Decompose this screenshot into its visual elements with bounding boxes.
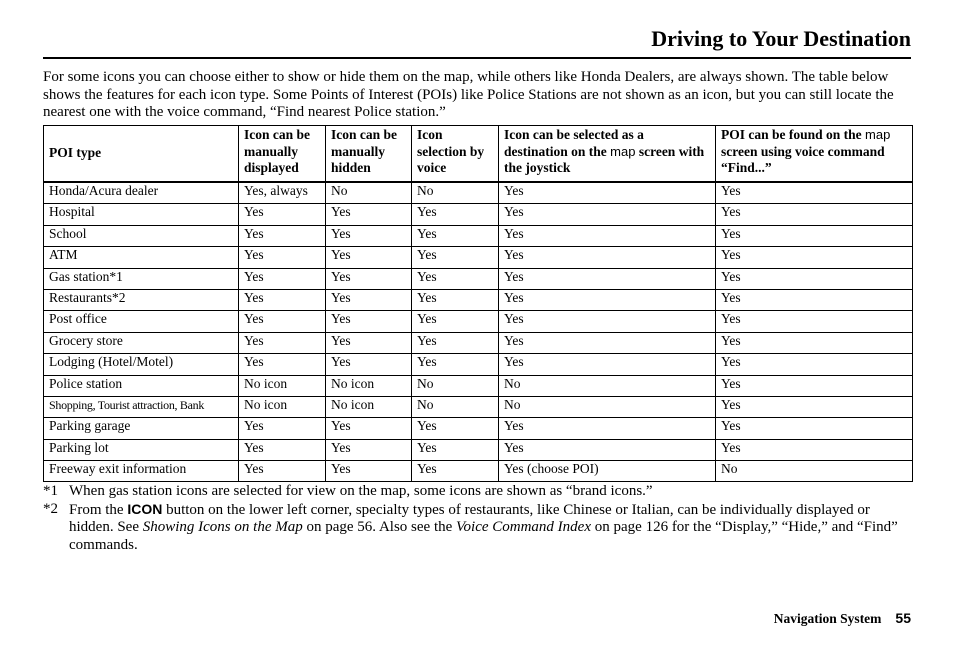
table-row <box>44 247 913 268</box>
cell-find-by-voice: Yes <box>716 204 913 225</box>
footnote-1 <box>43 483 913 501</box>
cell-manually-displayed: Yes <box>239 354 326 375</box>
table-row <box>44 332 913 353</box>
cell-poi-type: Parking garage <box>44 418 239 439</box>
cell-manually-hidden: Yes <box>326 439 412 460</box>
cell-selection-by-voice: Yes <box>412 439 499 460</box>
cell-find-by-voice: Yes <box>716 225 913 246</box>
table-body <box>44 182 913 482</box>
cell-selection-by-voice: Yes <box>412 247 499 268</box>
reference-showing-icons: Showing Icons on the Map <box>142 519 303 535</box>
cell-selection-by-voice: No <box>412 375 499 396</box>
cell-manually-hidden: No <box>326 182 412 204</box>
table-row <box>44 182 913 204</box>
cell-manually-displayed: Yes <box>239 311 326 332</box>
footnote-2-text <box>69 501 913 555</box>
footnote-2-part-d: on page 126 for the “Display,” “Hide,” and “Find” commands. <box>69 519 898 553</box>
cell-find-by-voice: Yes <box>716 332 913 353</box>
cell-selection-by-voice: Yes <box>412 268 499 289</box>
cell-joystick-destination: Yes <box>499 225 716 246</box>
cell-manually-hidden: Yes <box>326 461 412 482</box>
cell-poi-type: ATM <box>44 247 239 268</box>
footnote-2-part-a: From the <box>69 501 128 518</box>
cell-find-by-voice: Yes <box>716 247 913 268</box>
table-row <box>44 396 913 417</box>
cell-joystick-destination: Yes <box>499 182 716 204</box>
cell-manually-hidden: Yes <box>326 311 412 332</box>
cell-manually-hidden: Yes <box>326 225 412 246</box>
cell-poi-type: Grocery store <box>44 332 239 353</box>
cell-joystick-destination: No <box>499 375 716 396</box>
footnote-2-part-b: button on the lower left corner, specialty types of restaurants, like Chinese or Italian, can be individually displayed or hidden. See <box>69 501 870 535</box>
cell-joystick-destination: Yes <box>499 204 716 225</box>
cell-manually-hidden: Yes <box>326 354 412 375</box>
cell-selection-by-voice: Yes <box>412 418 499 439</box>
footnote-2-part-c: on page 56. Also see the <box>302 519 457 535</box>
page-title: Driving to Your Destination <box>651 26 911 51</box>
cell-selection-by-voice: Yes <box>412 461 499 482</box>
cell-poi-type: Lodging (Hotel/Motel) <box>44 354 239 375</box>
table-row <box>44 204 913 225</box>
cell-manually-displayed: Yes <box>239 461 326 482</box>
cell-poi-type: Police station <box>44 375 239 396</box>
cell-find-by-voice: Yes <box>716 439 913 460</box>
cell-selection-by-voice: Yes <box>412 225 499 246</box>
cell-manually-hidden: No icon <box>326 396 412 417</box>
cell-find-by-voice: No <box>716 461 913 482</box>
cell-joystick-destination: Yes <box>499 439 716 460</box>
cell-selection-by-voice: Yes <box>412 311 499 332</box>
table-row <box>44 225 913 246</box>
cell-joystick-destination: Yes <box>499 418 716 439</box>
header-manually-displayed: Icon can be manually displayed <box>239 126 326 183</box>
cell-manually-displayed: No icon <box>239 396 326 417</box>
cell-joystick-destination: Yes <box>499 311 716 332</box>
cell-selection-by-voice: Yes <box>412 204 499 225</box>
cell-manually-hidden: Yes <box>326 268 412 289</box>
poi-features-table <box>43 125 913 482</box>
cell-selection-by-voice: Yes <box>412 354 499 375</box>
header-joystick-text-b: screen with the joystick <box>504 143 705 175</box>
cell-manually-displayed: Yes <box>239 247 326 268</box>
cell-poi-type: Gas station*1 <box>44 268 239 289</box>
table-row <box>44 375 913 396</box>
cell-joystick-destination: Yes <box>499 354 716 375</box>
cell-selection-by-voice: Yes <box>412 332 499 353</box>
icon-button-label: ICON <box>127 500 163 517</box>
cell-joystick-destination: No <box>499 396 716 417</box>
cell-find-by-voice: Yes <box>716 375 913 396</box>
cell-manually-displayed: Yes <box>239 268 326 289</box>
table-row <box>44 268 913 289</box>
cell-find-by-voice: Yes <box>716 396 913 417</box>
cell-manually-displayed: Yes <box>239 289 326 310</box>
cell-poi-type: Hospital <box>44 204 239 225</box>
table-row <box>44 289 913 310</box>
cell-manually-hidden: No icon <box>326 375 412 396</box>
header-joystick-map-word: map <box>610 143 636 159</box>
cell-manually-displayed: Yes <box>239 225 326 246</box>
header-find-by-voice <box>716 126 913 183</box>
cell-joystick-destination: Yes <box>499 332 716 353</box>
cell-manually-displayed: Yes, always <box>239 182 326 204</box>
footnote-2-marker: *2 <box>43 500 58 517</box>
cell-selection-by-voice: No <box>412 182 499 204</box>
footnote-1-marker: *1 <box>43 483 58 499</box>
page-number: 55 <box>895 610 911 626</box>
table-row <box>44 354 913 375</box>
cell-find-by-voice: Yes <box>716 289 913 310</box>
table-row <box>44 439 913 460</box>
cell-find-by-voice: Yes <box>716 182 913 204</box>
footnote-1-text: When gas station icons are selected for view on the map, some icons are shown as “brand icons.” <box>69 483 653 499</box>
cell-joystick-destination: Yes <box>499 247 716 268</box>
table-row <box>44 418 913 439</box>
intro-paragraph: For some icons you can choose either to show or hide them on the map, while others like Honda Dealers, are always shown. The table below shows the features for each icon type. Some Points of Interest (POIs) like Police Stations are not shown as an icon, but you can still locate the nearest one with the voice command, “Find nearest Police station.” <box>43 69 894 120</box>
table-row <box>44 461 913 482</box>
cell-manually-displayed: No icon <box>239 375 326 396</box>
cell-poi-type: Restaurants*2 <box>44 289 239 310</box>
cell-poi-type: Shopping, Tourist attraction, Bank <box>44 396 239 417</box>
cell-manually-displayed: Yes <box>239 439 326 460</box>
table-header-row <box>44 126 913 183</box>
cell-manually-displayed: Yes <box>239 418 326 439</box>
header-find-map-word: map <box>865 127 891 142</box>
header-selection-by-voice: Icon selection by voice <box>412 126 499 183</box>
cell-joystick-destination: Yes <box>499 268 716 289</box>
cell-manually-hidden: Yes <box>326 204 412 225</box>
cell-manually-displayed: Yes <box>239 332 326 353</box>
header-find-text-a: POI can be found on the <box>721 127 866 142</box>
cell-find-by-voice: Yes <box>716 268 913 289</box>
footer-section-name: Navigation System <box>773 611 882 626</box>
footnotes <box>43 483 913 554</box>
header-joystick-destination <box>499 126 716 183</box>
cell-poi-type: Parking lot <box>44 439 239 460</box>
cell-find-by-voice: Yes <box>716 354 913 375</box>
cell-manually-hidden: Yes <box>326 289 412 310</box>
cell-poi-type: Honda/Acura dealer <box>44 182 239 204</box>
cell-find-by-voice: Yes <box>716 418 913 439</box>
reference-voice-command-index: Voice Command Index <box>456 519 591 535</box>
cell-manually-hidden: Yes <box>326 247 412 268</box>
header-joystick-text-a: Icon can be selected as a destination on the <box>504 127 644 159</box>
header-find-text-b: screen using voice command “Find...” <box>721 143 885 175</box>
cell-joystick-destination: Yes <box>499 289 716 310</box>
cell-joystick-destination: Yes (choose POI) <box>499 461 716 482</box>
cell-selection-by-voice: Yes <box>412 289 499 310</box>
cell-poi-type: School <box>44 225 239 246</box>
header-poi-type: POI type <box>44 126 239 183</box>
cell-find-by-voice: Yes <box>716 311 913 332</box>
page-footer <box>774 610 911 628</box>
cell-manually-displayed: Yes <box>239 204 326 225</box>
table-row <box>44 311 913 332</box>
cell-manually-hidden: Yes <box>326 418 412 439</box>
cell-manually-hidden: Yes <box>326 332 412 353</box>
footnote-2 <box>43 501 913 555</box>
header-divider <box>43 57 911 59</box>
cell-selection-by-voice: No <box>412 396 499 417</box>
header-manually-hidden: Icon can be manually hidden <box>326 126 412 183</box>
cell-poi-type: Post office <box>44 311 239 332</box>
cell-poi-type: Freeway exit information <box>44 461 239 482</box>
